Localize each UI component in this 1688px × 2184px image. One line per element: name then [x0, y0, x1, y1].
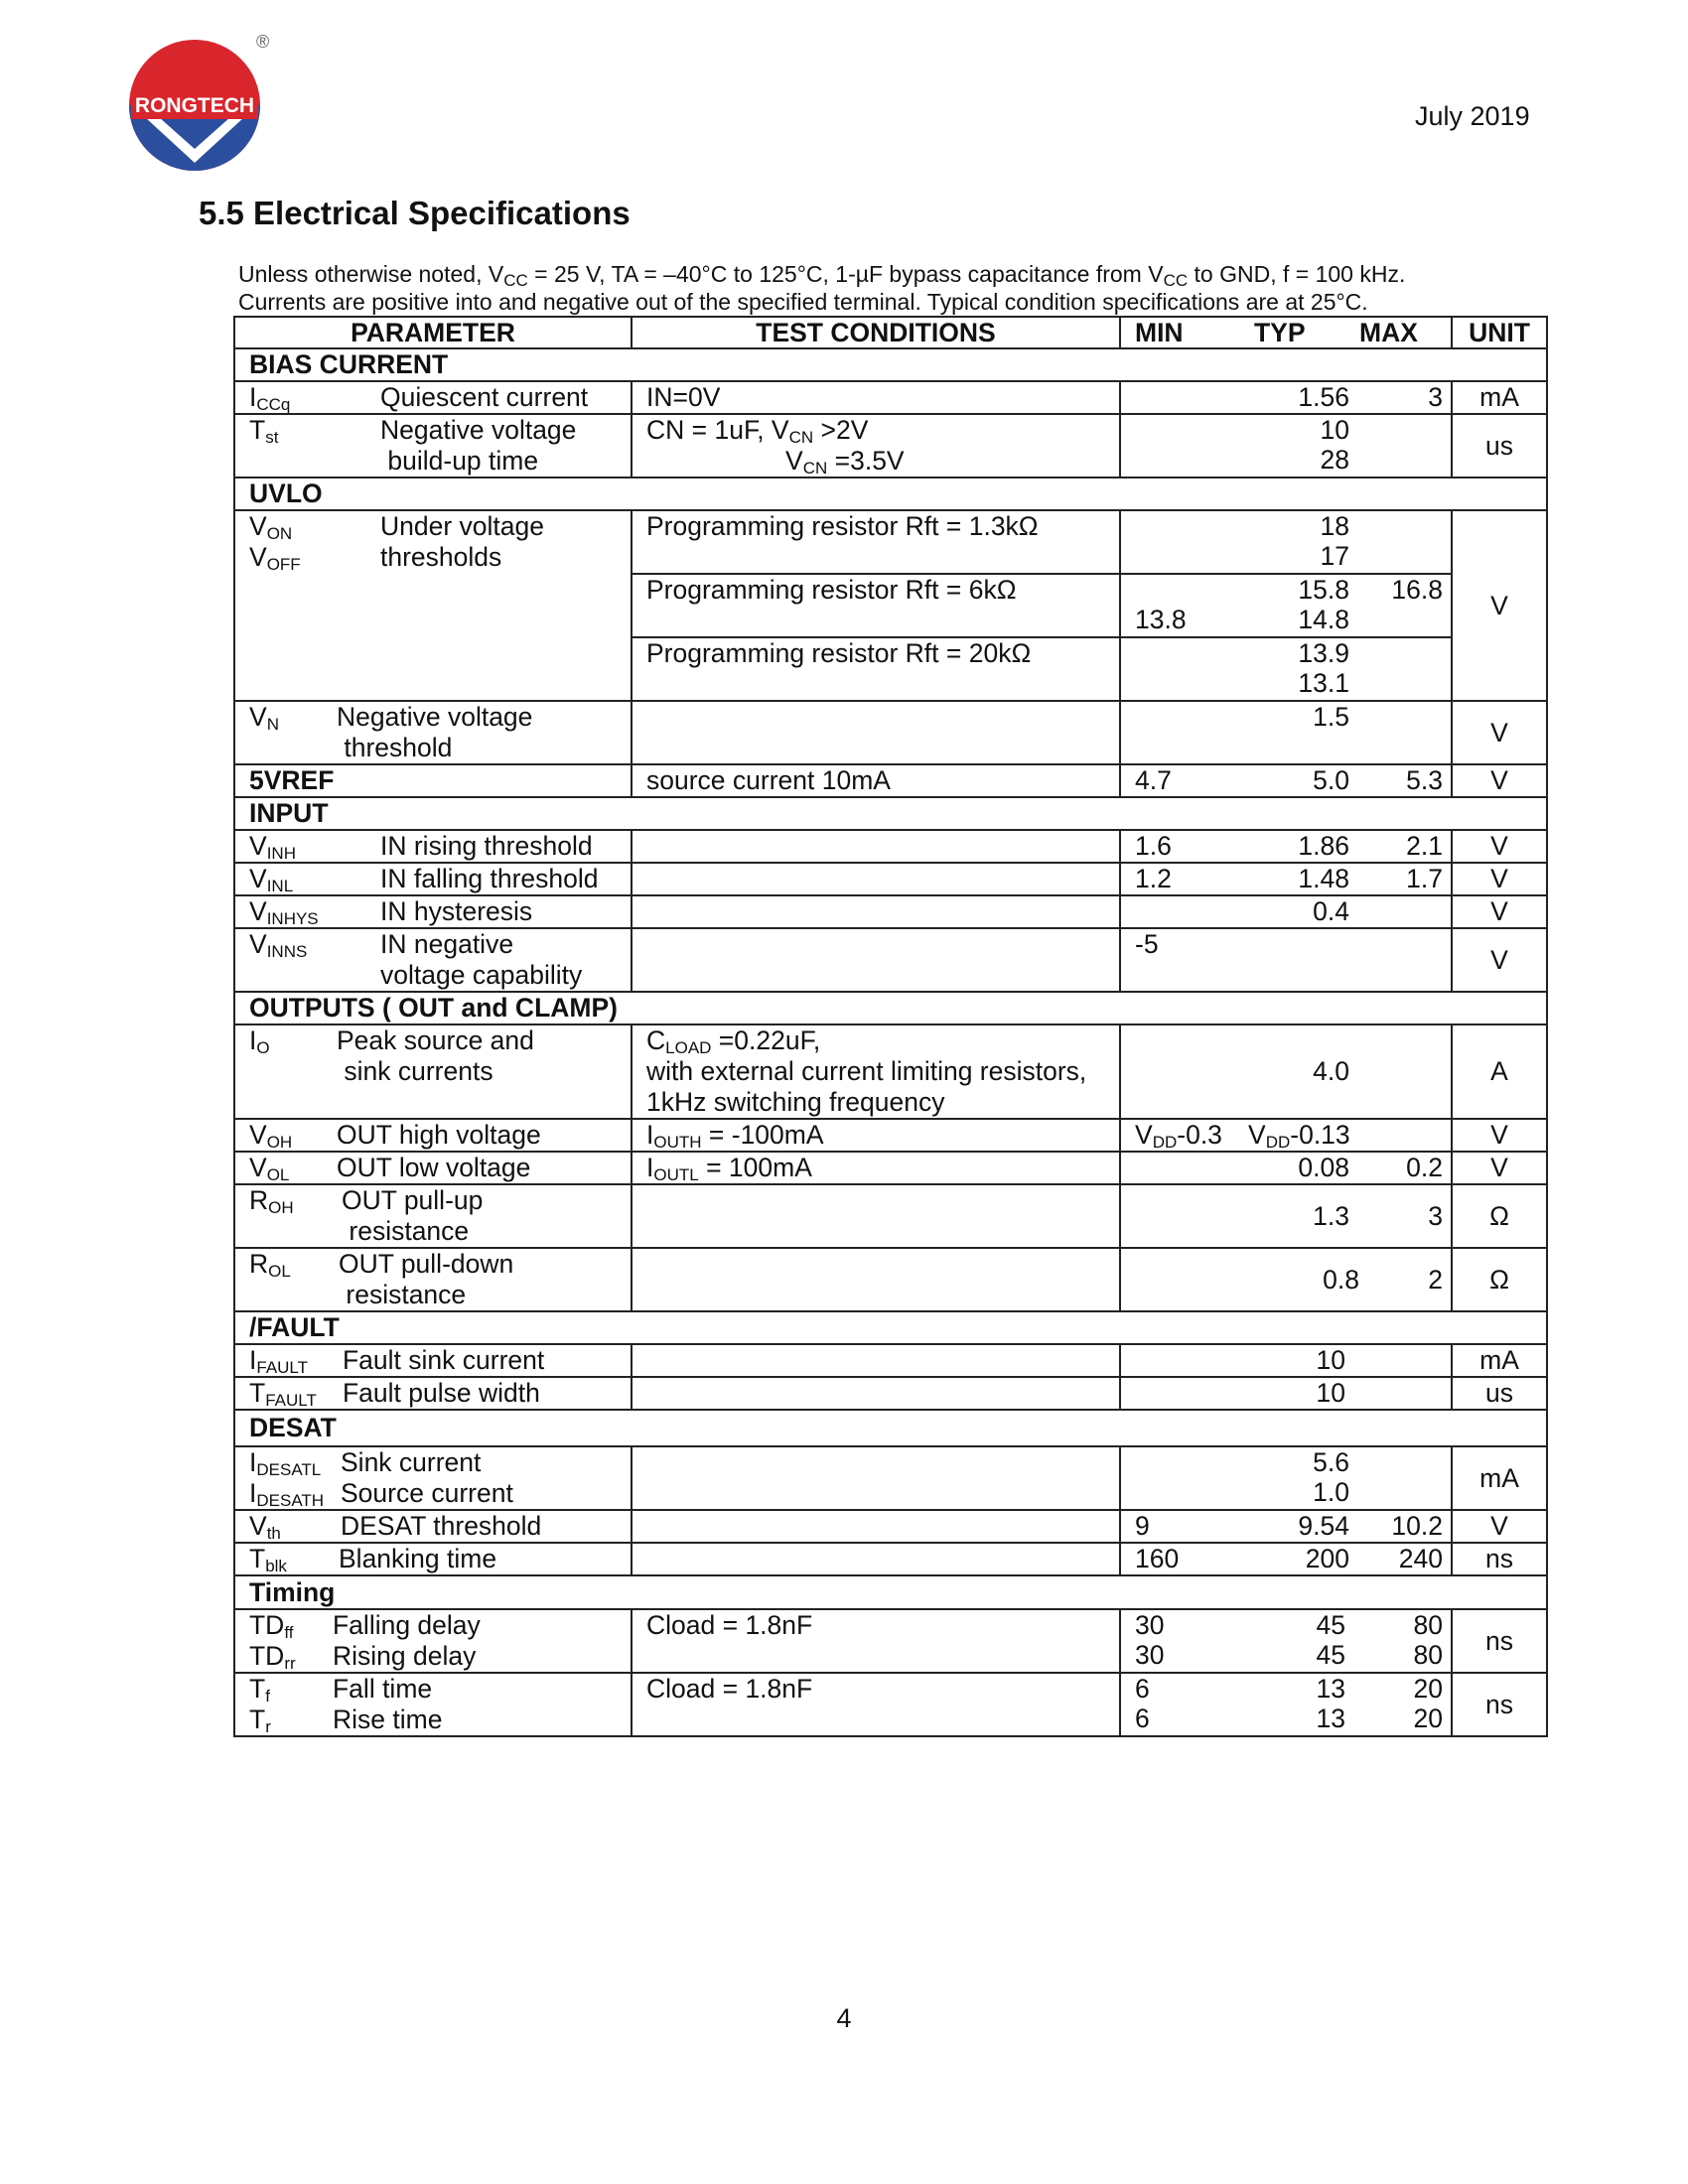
cond-cell: $C_{LOAD} =0.22uF$, with external current limiting resistors, 1kHz switching frequency	[632, 1024, 1120, 1119]
values-cell: 6 13 20 6 13 20	[1120, 1673, 1452, 1736]
col-min: MIN	[1135, 318, 1184, 347]
svg-text:®: ®	[256, 32, 270, 52]
values-cell: 1.56 3	[1120, 381, 1452, 414]
section-row	[234, 1311, 1547, 1344]
values-cell: 9 9.54 10.2	[1120, 1510, 1452, 1543]
cond-cell: $I_{OUTH} = -100mA$	[632, 1119, 1120, 1152]
cond-cell: Programming resistor Rft = 20kΩ	[632, 637, 1120, 701]
values-cell: -5	[1120, 928, 1452, 992]
cond-cell	[632, 701, 1120, 764]
values-cell: 0.4	[1120, 895, 1452, 928]
note-line-1: Unless otherwise noted, $V_{CC} = 25$ V, TA = –40°C to 125°C, 1-µF bypass capacitance from $V_{CC}$ to GND, f = 100 kHz.	[238, 261, 1406, 290]
electrical-spec-table	[233, 316, 1548, 1737]
param-cell: $V_{INHYS}$ IN hysteresis	[234, 895, 632, 928]
param-cell: $V_N$ Negative voltage threshold	[234, 701, 632, 764]
values-cell: 1.3 3	[1120, 1184, 1452, 1248]
table-row	[234, 830, 1547, 863]
section-uvlo: UVLO	[234, 478, 1547, 510]
values-cell: $V_{DD}-0.3$ $V_{DD}-0.13$	[1120, 1119, 1452, 1152]
unit-cell: V	[1452, 701, 1547, 764]
table-row	[234, 414, 1547, 478]
cond-cell: $I_{OUTL} = 100mA$	[632, 1152, 1120, 1184]
cond-cell	[632, 1510, 1120, 1543]
col-typ: TYP	[1254, 318, 1306, 347]
table-row	[234, 1024, 1547, 1119]
section-desat: DESAT	[234, 1410, 1547, 1446]
values-cell: 1.6 1.86 2.1	[1120, 830, 1452, 863]
param-cell: $I_{FAULT}$ Fault sink current	[234, 1344, 632, 1377]
values-cell: 13.9 13.1	[1120, 637, 1452, 701]
unit-cell: ns	[1452, 1673, 1547, 1736]
table-header-row	[234, 317, 1547, 348]
values-cell: 0.08 0.2	[1120, 1152, 1452, 1184]
param-cell: $V_{INL}$ IN falling threshold	[234, 863, 632, 895]
unit-cell: A	[1452, 1024, 1547, 1119]
table-row	[234, 1510, 1547, 1543]
unit-cell: V	[1452, 928, 1547, 992]
table-row	[234, 1344, 1547, 1377]
table-row	[234, 1609, 1547, 1673]
unit-cell: mA	[1452, 1446, 1547, 1510]
param-cell: $T_{FAULT}$ Fault pulse width	[234, 1377, 632, 1410]
cond-cell: Cload = 1.8nF	[632, 1609, 1120, 1673]
values-cell: 10	[1120, 1377, 1452, 1410]
section-fault: /FAULT	[234, 1311, 1547, 1344]
values-cell: 1.2 1.48 1.7	[1120, 863, 1452, 895]
table-row	[234, 1152, 1547, 1184]
svg-text:RONGTECH: RONGTECH	[134, 94, 255, 117]
table-row	[234, 1446, 1547, 1510]
values-cell: 4.7 5.0 5.3	[1120, 764, 1452, 797]
cond-cell: Cload = 1.8nF	[632, 1673, 1120, 1736]
rongtech-logo	[127, 26, 276, 175]
param-cell: $I_{DESATL}$ $I_{DESATH}Sink$ current Source current	[234, 1446, 632, 1510]
table-row	[234, 895, 1547, 928]
unit-cell: mA	[1452, 381, 1547, 414]
cond-cell	[632, 1184, 1120, 1248]
param-cell: $R_{OH}$ OUT pull-up resistance	[234, 1184, 632, 1248]
param-cell: $T_{st}$ Negative voltage build-up time	[234, 414, 632, 478]
table-row	[234, 1184, 1547, 1248]
cond-cell	[632, 1344, 1120, 1377]
section-timing: Timing	[234, 1575, 1547, 1609]
col-min-typ-max	[1120, 317, 1452, 348]
table-row	[234, 701, 1547, 764]
table-row	[234, 1673, 1547, 1736]
unit-cell: V	[1452, 895, 1547, 928]
section-row	[234, 1410, 1547, 1446]
section-row	[234, 478, 1547, 510]
param-cell: $R_{OL}$ OUT pull-down resistance	[234, 1248, 632, 1311]
document-date: July 2019	[1415, 101, 1530, 131]
unit-cell: Ω	[1452, 1248, 1547, 1311]
param-cell: $V_{OL}$ OUT low voltage	[234, 1152, 632, 1184]
param-cell: $V_{INNS}$ IN negative voltage capability	[234, 928, 632, 992]
unit-cell: V	[1452, 1152, 1547, 1184]
cond-cell	[632, 1377, 1120, 1410]
param-cell: $V_{th}$ DESAT threshold	[234, 1510, 632, 1543]
table-row	[234, 764, 1547, 797]
table-row	[234, 1543, 1547, 1575]
section-5vref: 5VREF	[234, 764, 632, 797]
cond-cell	[632, 863, 1120, 895]
cond-cell	[632, 1248, 1120, 1311]
table-row	[234, 1377, 1547, 1410]
unit-cell: mA	[1452, 1344, 1547, 1377]
unit-cell: us	[1452, 414, 1547, 478]
param-cell: $V_{INH}$ IN rising threshold	[234, 830, 632, 863]
cond-cell: Programming resistor Rft = 6kΩ	[632, 574, 1120, 637]
section-row	[234, 992, 1547, 1024]
cond-cell	[632, 928, 1120, 992]
note-line-2: Currents are positive into and negative out of the specified terminal. Typical condition specifications are at 25°C.	[238, 289, 1368, 315]
cond-cell: IN=0V	[632, 381, 1120, 414]
section-row	[234, 797, 1547, 830]
unit-cell: V	[1452, 1119, 1547, 1152]
param-cell: $I_O$ Peak source and sink currents	[234, 1024, 632, 1119]
param-cell: $T_{blk}$ Blanking time	[234, 1543, 632, 1575]
spec-notes	[238, 260, 1405, 316]
unit-cell: V	[1452, 830, 1547, 863]
param-cell: $TD_{ff}$ $TD_{rr}Falling$ delay Rising delay	[234, 1609, 632, 1673]
values-cell: 0.8 2	[1120, 1248, 1452, 1311]
section-outputs: OUTPUTS ( OUT and CLAMP)	[234, 992, 1547, 1024]
unit-cell: Ω	[1452, 1184, 1547, 1248]
col-test-conditions: TEST CONDITIONS	[632, 317, 1120, 348]
cond-cell	[632, 895, 1120, 928]
cond-cell	[632, 830, 1120, 863]
page-number: 4	[836, 2003, 852, 2033]
table-row	[234, 510, 1547, 574]
values-cell: 4.0	[1120, 1024, 1452, 1119]
section-row	[234, 348, 1547, 381]
values-cell: 160 200 240	[1120, 1543, 1452, 1575]
unit-cell: V	[1452, 764, 1547, 797]
unit-cell: V	[1452, 863, 1547, 895]
values-cell: 18 17	[1120, 510, 1452, 574]
unit-cell: V	[1452, 1510, 1547, 1543]
col-parameter: PARAMETER	[234, 317, 632, 348]
values-cell: 10	[1120, 1344, 1452, 1377]
section-title: 5.5 Electrical Specifications	[199, 195, 631, 231]
cond-cell: CN = 1uF, $V_{CN} >2V$ $V_{CN} =3.5V$	[632, 414, 1120, 478]
section-bias-current: BIAS CURRENT	[234, 348, 1547, 381]
cond-cell	[632, 1446, 1120, 1510]
values-cell: 1.5	[1120, 701, 1452, 764]
col-max: MAX	[1359, 318, 1418, 347]
cond-cell: Programming resistor Rft = 1.3kΩ	[632, 510, 1120, 574]
cond-cell	[632, 1543, 1120, 1575]
table-row	[234, 928, 1547, 992]
unit-cell: V	[1452, 510, 1547, 701]
table-row	[234, 863, 1547, 895]
table-row	[234, 1248, 1547, 1311]
values-cell: 5.6 1.0	[1120, 1446, 1452, 1510]
cond-cell: source current 10mA	[632, 764, 1120, 797]
values-cell: 15.8 16.8 13.8 14.8	[1120, 574, 1452, 637]
col-unit: UNIT	[1452, 317, 1547, 348]
table-row	[234, 1119, 1547, 1152]
section-row	[234, 1575, 1547, 1609]
param-cell: $I_{CCq}$ Quiescent current	[234, 381, 632, 414]
values-cell: 10 28	[1120, 414, 1452, 478]
param-cell: $T_f$ $T_rFall$ time Rise time	[234, 1673, 632, 1736]
section-input: INPUT	[234, 797, 1547, 830]
unit-cell: ns	[1452, 1609, 1547, 1673]
param-cell: $V_{OH}$ OUT high voltage	[234, 1119, 632, 1152]
values-cell: 30 45 80 30 45 80	[1120, 1609, 1452, 1673]
unit-cell: us	[1452, 1377, 1547, 1410]
unit-cell: ns	[1452, 1543, 1547, 1575]
table-row	[234, 381, 1547, 414]
param-cell: $V_{ON}$ $V_{OFF}Under$ voltage thresholds	[234, 510, 632, 701]
